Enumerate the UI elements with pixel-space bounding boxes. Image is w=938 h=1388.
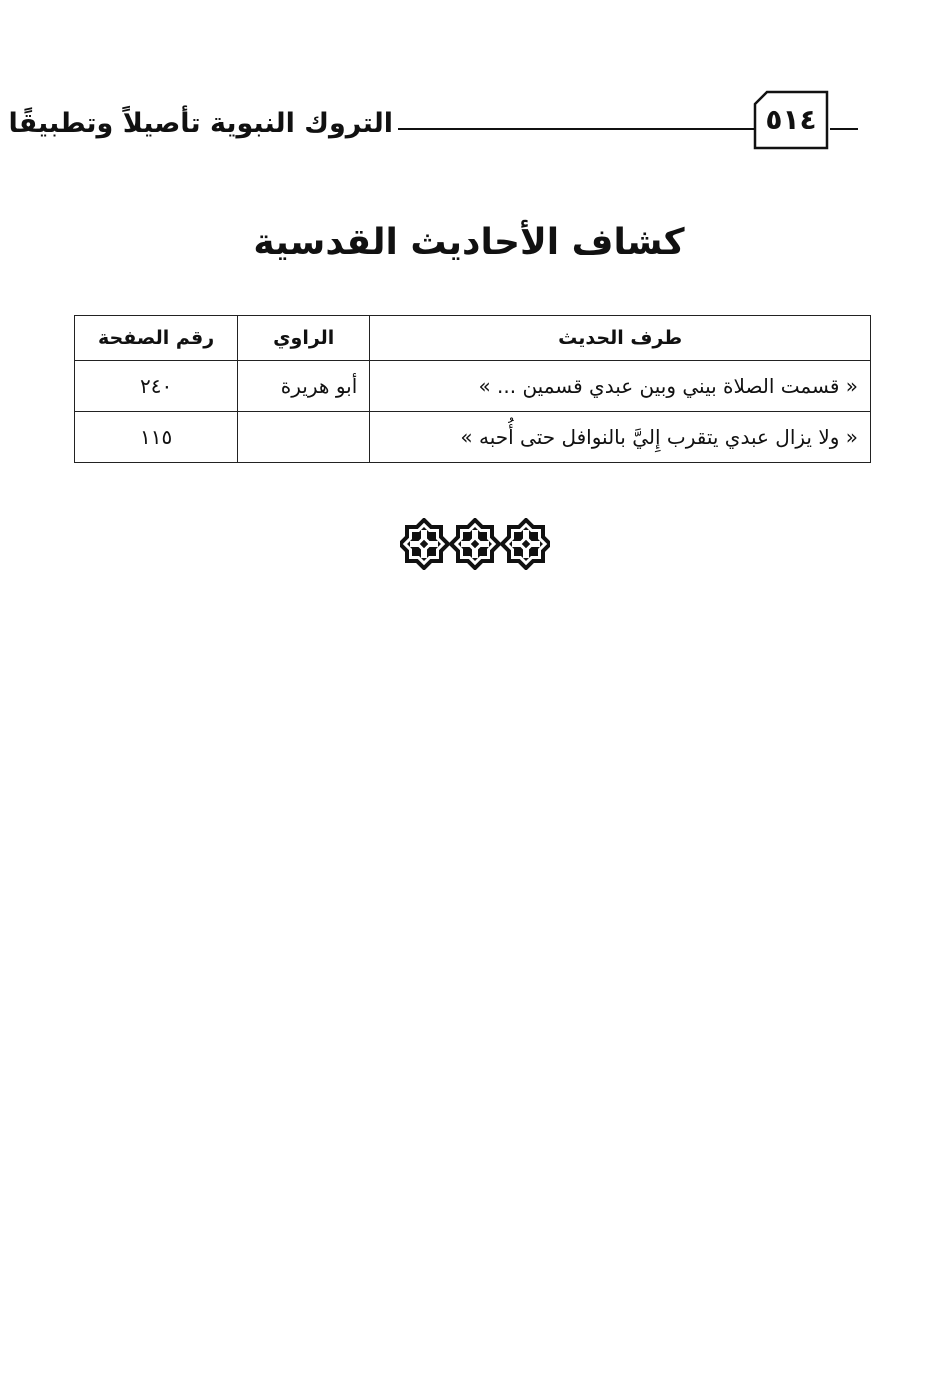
header-rule-right (830, 128, 858, 130)
page-reference: ٢٤٠ (75, 361, 238, 412)
column-header-hadith: طرف الحديث (370, 316, 871, 361)
column-header-page: رقم الصفحة (75, 316, 238, 361)
section-title: كشاف الأحاديث القدسية (253, 222, 685, 263)
table-row (75, 412, 871, 463)
table-header-row (75, 316, 871, 361)
running-header-title: التروك النبوية تأصيلاً وتطبيقًا (8, 108, 393, 139)
narrator (238, 412, 370, 463)
hadith-text: « ولا يزال عبدي يتقرب إِليَّ بالنوافل حتى أُحبه » (370, 412, 871, 463)
table-row (75, 361, 871, 412)
header-rule (398, 128, 754, 130)
page-number: ٥١٤ (765, 103, 817, 136)
column-header-narrator: الراوي (238, 316, 370, 361)
page-number-frame (753, 90, 829, 150)
page-reference: ١١٥ (75, 412, 238, 463)
narrator: أبو هريرة (238, 361, 370, 412)
hadith-index-table (74, 315, 871, 463)
octagonal-star-ornament-icon (400, 518, 550, 570)
hadith-text: « قسمت الصلاة بيني وبين عبدي قسمين ... » (370, 361, 871, 412)
